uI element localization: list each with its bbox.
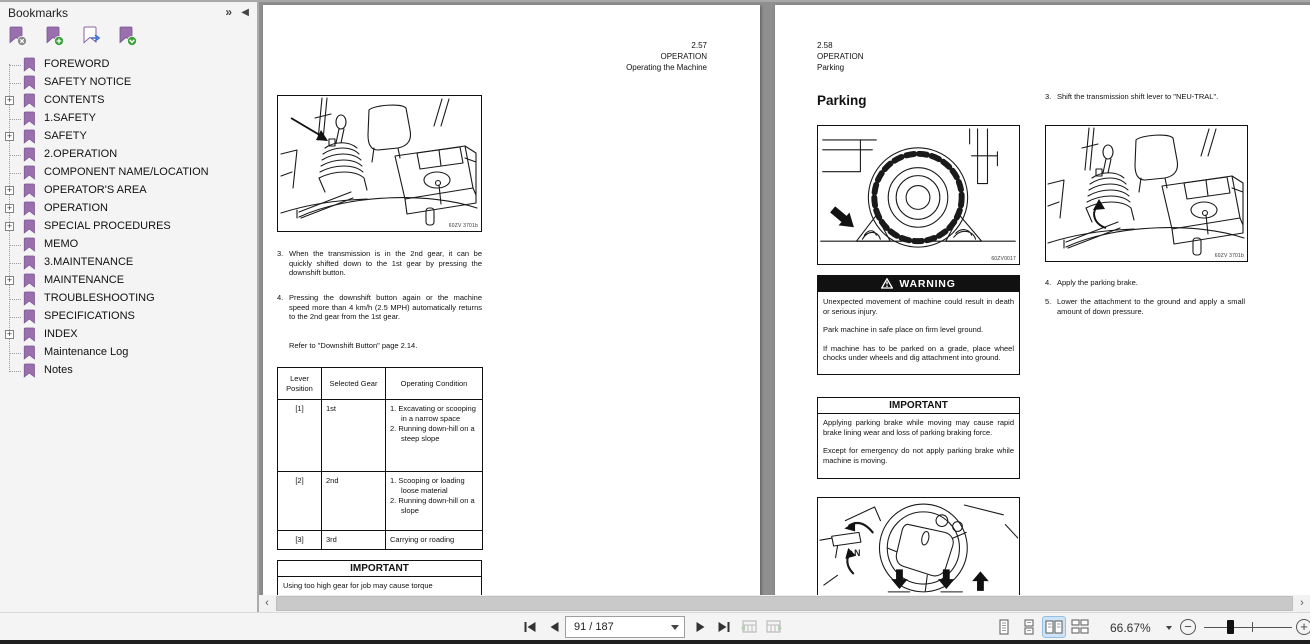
zoom-out-button[interactable]: − (1180, 619, 1196, 635)
expand-plus-icon[interactable]: + (6, 95, 13, 105)
bookmark-item-maintenance[interactable]: + MAINTENANCE (0, 272, 257, 290)
figure-shift-console (1045, 125, 1248, 262)
zoom-slider-track[interactable] (1204, 627, 1292, 629)
expand-plus-icon[interactable]: + (6, 329, 13, 339)
window-bottom-edge (0, 640, 1310, 644)
important-title: IMPORTANT (278, 561, 481, 577)
horizontal-scrollbar (259, 595, 1310, 612)
figure-shift-console (277, 95, 482, 232)
bookmark-item-troubleshooting[interactable]: TROUBLESHOOTING (0, 290, 257, 308)
instruction-item-4: 4. Pressing the downshift button again or the machine speed more than 4 km/h (2.5 MPH) automatically returns to the 2nd gear from the 1st gear. (277, 293, 482, 321)
console-drawing (278, 96, 480, 230)
scroll-right-icon[interactable]: › (1300, 597, 1304, 609)
table-row: [3] 3rd Carrying or roading (278, 531, 483, 550)
section-title: OPERATION (817, 52, 864, 61)
expand-plus-icon[interactable]: + (6, 221, 13, 231)
bookmark-item-1safety[interactable]: 1.SAFETY (0, 110, 257, 128)
bookmarks-panel-header (0, 2, 257, 24)
important-body: Using too high gear for job may cause torque (283, 581, 433, 590)
col-header-gear: Selected Gear (322, 368, 386, 400)
page-number: 2.57 (691, 41, 707, 50)
delete-bookmark-icon[interactable] (8, 26, 30, 50)
steering-drawing (818, 498, 1018, 595)
important-paragraph: Applying parking brake while moving may cause rapid brake lining wear and loss of parking braking force. (823, 418, 1014, 437)
important-paragraph: Except for emergency do not apply parking brake while machine is moving. (823, 446, 1014, 465)
important-body (818, 414, 1019, 478)
zoom-slider-tick (1252, 622, 1253, 632)
instruction-item-5: 5. Lower the attachment to the ground and apply a small amount of down pressure. (1045, 297, 1245, 316)
bookmarks-panel (0, 2, 257, 612)
bookmark-item-safety-notice[interactable]: SAFETY NOTICE (0, 74, 257, 92)
first-page-button[interactable] (520, 617, 540, 637)
neutral-label: N (854, 547, 861, 558)
page-header (626, 40, 707, 73)
zoom-dropdown-icon[interactable] (1166, 626, 1172, 630)
instruction-item-4: 4. Apply the parking brake. (1045, 278, 1138, 287)
col-header-condition: Operating Condition (386, 368, 483, 400)
bookmark-item-maintenance-log[interactable]: Maintenance Log (0, 344, 257, 362)
figure-caption: 60ZV 3701b (448, 223, 478, 229)
figure-steering-wheel (817, 497, 1020, 595)
gear-table (277, 367, 483, 550)
expand-plus-icon[interactable]: + (6, 185, 13, 195)
col-header-lever: Lever Position (278, 368, 322, 400)
instruction-item-3: 3. When the transmission is in the 2nd gear, it can be quickly shifted down to the 1st gear by pressing the downshift button. (277, 249, 482, 277)
bookmarks-tree (0, 56, 257, 380)
condition: 1. Excavating or scooping in a narrow space (390, 404, 476, 423)
bookmark-item-index[interactable]: + INDEX (0, 326, 257, 344)
single-page-view-icon[interactable] (993, 617, 1015, 637)
subsection-title: Parking (817, 63, 845, 72)
figure-caption: 60ZV 3701b (1214, 253, 1244, 259)
zoom-in-button[interactable]: + (1296, 619, 1310, 635)
condition: 2. Running down-hill on a slope (390, 496, 475, 515)
zoom-slider-thumb[interactable] (1227, 620, 1234, 634)
panel-collapse-icon[interactable]: ◀ (241, 7, 249, 18)
document-pane (259, 2, 1310, 595)
important-box (817, 397, 1020, 479)
expand-bookmarks-icon[interactable] (118, 26, 140, 50)
previous-page-button[interactable] (545, 617, 565, 637)
page-right (775, 5, 1310, 595)
warning-header (817, 275, 1020, 292)
bookmark-item-special-procedures[interactable]: + SPECIAL PROCEDURES (0, 218, 257, 236)
pointer-arrowhead (316, 130, 328, 141)
bottom-toolbar (0, 612, 1310, 640)
bookmark-item-memo[interactable]: MEMO (0, 236, 257, 254)
warning-title: WARNING (899, 277, 956, 290)
page-dropdown-icon[interactable] (671, 625, 679, 630)
bookmark-item-safety[interactable]: + SAFETY (0, 128, 257, 146)
bookmark-item-component-name[interactable]: COMPONENT NAME/LOCATION (0, 164, 257, 182)
bookmark-item-2operation[interactable]: 2.OPERATION (0, 146, 257, 164)
bookmark-item-specifications[interactable]: SPECIFICATIONS (0, 308, 257, 326)
page-left (263, 5, 760, 595)
expand-plus-icon[interactable]: + (6, 131, 13, 141)
add-bookmark-icon[interactable] (45, 26, 67, 50)
bookmarks-toolbar (0, 24, 257, 54)
condition: 2. Running down-hill on a steep slope (390, 424, 475, 443)
instruction-item-3: 3. Shift the transmission shift lever to "NEU-TRAL". (1045, 92, 1219, 101)
page-header (817, 40, 864, 73)
refer-note: Refer to "Downshift Button" page 2.14. (289, 341, 418, 350)
chock-arrow (827, 203, 859, 234)
page-number: 2.58 (817, 41, 833, 50)
previous-view-icon[interactable] (738, 617, 758, 637)
subsection-title: Operating the Machine (626, 63, 707, 72)
bookmarks-panel-title: Bookmarks (8, 6, 69, 20)
facing-view-icon[interactable] (1043, 617, 1065, 637)
scrollbar-thumb[interactable] (276, 596, 1293, 611)
zoom-level-value[interactable]: 66.67% (1110, 621, 1151, 635)
last-page-button[interactable] (714, 617, 734, 637)
table-row: [2] 2nd 1. Scooping or loading loose material 2. Running down-hill on a slope (278, 472, 483, 531)
bookmark-item-foreword[interactable]: FOREWORD (0, 56, 257, 74)
next-bookmark-icon[interactable] (82, 26, 104, 50)
bookmark-item-notes[interactable]: Notes (0, 362, 257, 380)
important-title: IMPORTANT (818, 398, 1019, 414)
warning-paragraph: Park machine in safe place on firm level ground. (823, 325, 984, 334)
bookmark-item-operators-area[interactable]: + OPERATOR'S AREA (0, 182, 257, 200)
bookmark-icon (23, 363, 36, 383)
console-drawing (1046, 126, 1246, 260)
facing-continuous-view-icon[interactable] (1069, 617, 1091, 637)
panel-expand-icon[interactable]: » (225, 5, 231, 19)
figure-wheel-chock (817, 125, 1020, 265)
page-number-value: 91 / 187 (574, 621, 614, 633)
page-number-input[interactable] (565, 616, 685, 638)
bookmark-item-3maintenance[interactable]: 3.MAINTENANCE (0, 254, 257, 272)
parking-heading: Parking (817, 93, 867, 108)
expand-plus-icon[interactable]: + (6, 275, 13, 285)
warning-triangle-icon (881, 278, 893, 289)
warning-box (817, 275, 1020, 375)
bookmark-item-contents[interactable]: + CONTENTS (0, 92, 257, 110)
table-row: [1] 1st 1. Excavating or scooping in a narrow space 2. Running down-hill on a steep slope (278, 400, 483, 472)
expand-plus-icon[interactable]: + (6, 203, 13, 213)
scroll-left-icon[interactable]: ‹ (265, 597, 269, 609)
warning-body (817, 292, 1020, 375)
condition: 1. Scooping or loading loose material (390, 476, 465, 495)
continuous-view-icon[interactable] (1018, 617, 1040, 637)
section-title: OPERATION (660, 52, 707, 61)
warning-paragraph: If machine has to be parked on a grade, place wheel chocks under wheels and dig attachment into ground. (823, 343, 1014, 362)
pointer-arrow (291, 118, 323, 137)
important-box (277, 560, 482, 595)
wheel-drawing (818, 126, 1018, 263)
next-page-button[interactable] (690, 617, 710, 637)
figure-caption: 60ZV0017 (991, 256, 1016, 262)
next-view-icon[interactable] (764, 617, 784, 637)
warning-paragraph: Unexpected movement of machine could result in death or serious injury. (823, 297, 1014, 316)
condition: Carrying or roading (390, 535, 455, 544)
bookmark-item-operation[interactable]: + OPERATION (0, 200, 257, 218)
